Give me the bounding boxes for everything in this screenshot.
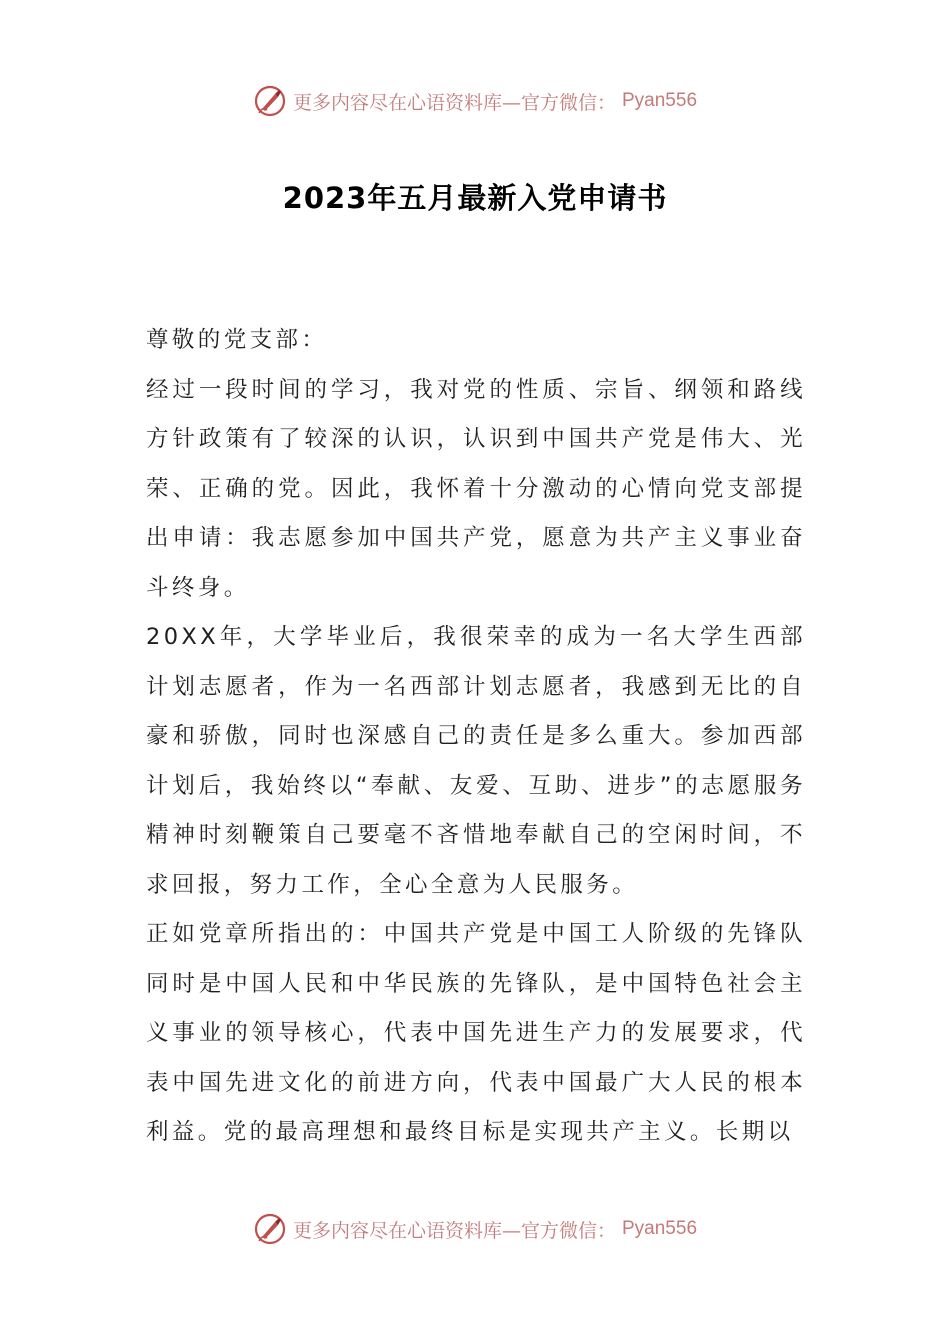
pen-logo-icon	[253, 1212, 287, 1246]
footer-watermark	[0, 1212, 950, 1246]
watermark-wechat-id: Pyan556	[622, 1218, 698, 1239]
document-body	[146, 316, 806, 1158]
paragraph: 20XX年，大学毕业后，我很荣幸的成为一名大学生西部计划志愿者，作为一名西部计划志愿者，我感到无比的自豪和骄傲，同时也深感自己的责任是多么重大。参加西部计划后，我始终以“奉献、友爱、互助、进步”的志愿服务精神时刻鞭策自己要毫不吝惜地奉献自己的空闲时间，不求回报，努力工作，全心全意为人民服务。	[146, 624, 806, 898]
paragraph: 经过一段时间的学习，我对党的性质、宗旨、纲领和路线方针政策有了较深的认识，认识到中国共产党是伟大、光荣、正确的党。因此，我怀着十分激动的心情向党支部提出申请：我志愿参加中国共产党，愿意为共产主义事业奋斗终身。	[146, 376, 806, 601]
salutation: 尊敬的党支部：	[146, 327, 328, 353]
watermark-text: 更多内容尽在心语资料库—官方微信：	[292, 1219, 616, 1242]
header-watermark	[0, 84, 950, 118]
pen-logo-icon	[253, 84, 287, 118]
document-title: 2023年五月最新入党申请书	[282, 181, 668, 215]
watermark-wechat-id: Pyan556	[622, 90, 698, 111]
watermark-text: 更多内容尽在心语资料库—官方微信：	[292, 91, 616, 114]
paragraph: 正如党章所指出的：中国共产党是中国工人阶级的先锋队同时是中国人民和中华民族的先锋队，是中国特色社会主义事业的领导核心，代表中国先进生产力的发展要求，代表中国先进文化的前进方向，代表中国最广大人民的根本利益。党的最高理想和最终目标是实现共产主义。长期以	[146, 921, 806, 1145]
